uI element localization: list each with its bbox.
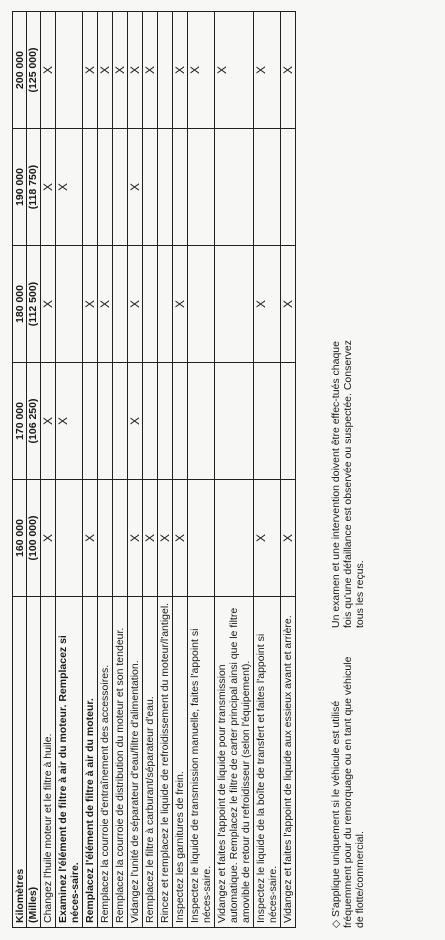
table-row bbox=[83, 12, 98, 928]
interval-mark: X bbox=[173, 246, 188, 363]
interval-mark bbox=[173, 363, 188, 480]
interval-mark: X bbox=[254, 12, 281, 129]
interval-mark: X bbox=[41, 480, 56, 597]
interval-mark bbox=[254, 129, 281, 246]
interval-mark bbox=[158, 246, 173, 363]
maintenance-task: Remplacez la courroie de distribution du moteur et son tendeur. bbox=[113, 597, 128, 928]
table-row bbox=[113, 12, 128, 928]
interval-mark bbox=[83, 363, 98, 480]
interval-mark: X bbox=[143, 480, 158, 597]
maintenance-task: Remplacez la courroie d'entraînement des accessoires. bbox=[98, 597, 113, 928]
table-row bbox=[143, 12, 158, 928]
footnote-inspection: Un examen et une intervention doivent être effec-tués chaque fois qu'une défaillance est observée ou suspectée. Conservez tous les reçus. bbox=[330, 339, 366, 628]
interval-mark bbox=[215, 129, 254, 246]
table-row bbox=[128, 12, 143, 928]
table-row bbox=[158, 12, 173, 928]
interval-header: 200 000 (125 000) bbox=[13, 12, 41, 129]
interval-mark: X bbox=[128, 129, 143, 246]
interval-mark: X bbox=[98, 12, 113, 129]
table-row bbox=[188, 12, 215, 928]
interval-mark bbox=[281, 363, 296, 480]
interval-mark: X bbox=[128, 246, 143, 363]
maintenance-schedule-table bbox=[12, 11, 296, 928]
interval-mark: X bbox=[113, 12, 128, 129]
interval-header: 160 000 (100 000) bbox=[13, 480, 41, 597]
interval-mark bbox=[143, 363, 158, 480]
interval-mark: X bbox=[98, 246, 113, 363]
footnote-towing: ◇ S'applique uniquement si le véhicule est utilisé fréquemment pour du remorquage ou en tant que véhicule de flotte/commercial. bbox=[330, 656, 366, 928]
interval-mark bbox=[158, 129, 173, 246]
interval-mark: X bbox=[281, 12, 296, 129]
interval-mark bbox=[215, 480, 254, 597]
interval-mark bbox=[188, 480, 215, 597]
maintenance-task: Changez l'huile moteur et le filtre à huile. bbox=[41, 597, 56, 928]
interval-mark bbox=[56, 480, 83, 597]
maintenance-task: Inspectez le liquide de la boîte de transfert et faites l'appoint si néces-saire. bbox=[254, 597, 281, 928]
maintenance-task: Vidangez et faites l'appoint de liquide aux essieux avant et arrière. bbox=[281, 597, 296, 928]
schedule-body bbox=[41, 12, 296, 928]
interval-mark bbox=[143, 129, 158, 246]
interval-mark: X bbox=[173, 12, 188, 129]
interval-mark bbox=[188, 129, 215, 246]
interval-mark bbox=[56, 12, 83, 129]
interval-mark bbox=[188, 246, 215, 363]
interval-mark: X bbox=[215, 12, 254, 129]
maintenance-task: Remplacez le filtre à carburant/séparateur d'eau. bbox=[143, 597, 158, 928]
interval-mark bbox=[143, 246, 158, 363]
interval-mark: X bbox=[128, 480, 143, 597]
table-header-row bbox=[13, 12, 41, 928]
interval-mark: X bbox=[254, 246, 281, 363]
interval-mark bbox=[98, 129, 113, 246]
table-row bbox=[56, 12, 83, 928]
table-row bbox=[215, 12, 254, 928]
maintenance-task: Vidangez l'unité de séparateur d'eau/filtre d'alimentation. bbox=[128, 597, 143, 928]
interval-mark: X bbox=[173, 480, 188, 597]
table-row bbox=[173, 12, 188, 928]
interval-mark bbox=[113, 480, 128, 597]
interval-mark: X bbox=[41, 246, 56, 363]
interval-mark bbox=[98, 363, 113, 480]
interval-mark bbox=[158, 363, 173, 480]
interval-mark bbox=[158, 12, 173, 129]
maintenance-task: Examinez l'élément de filtre à air du moteur. Remplacez si néces-saire. bbox=[56, 597, 83, 928]
interval-mark bbox=[83, 129, 98, 246]
miles-label: (Milles) bbox=[26, 597, 39, 927]
interval-mark bbox=[281, 129, 296, 246]
interval-mark: X bbox=[83, 246, 98, 363]
interval-header: 170 000 (106 250) bbox=[13, 363, 41, 480]
interval-mark: X bbox=[188, 12, 215, 129]
interval-mark bbox=[56, 246, 83, 363]
interval-header: 190 000 (118 750) bbox=[13, 129, 41, 246]
interval-mark bbox=[215, 363, 254, 480]
interval-mark: X bbox=[281, 246, 296, 363]
table-row bbox=[281, 12, 296, 928]
maintenance-task: Inspectez le liquide de transmission manuelle, faites l'appoint si néces-saire. bbox=[188, 597, 215, 928]
kilometres-label: Kilomètres bbox=[14, 868, 26, 923]
interval-mark bbox=[113, 363, 128, 480]
maintenance-task: Rincez et remplacez le liquide de refroidissement du moteur/l'antigel. bbox=[158, 597, 173, 928]
interval-mark: X bbox=[254, 480, 281, 597]
interval-header: 180 000 (112 500) bbox=[13, 246, 41, 363]
interval-mark: X bbox=[158, 480, 173, 597]
interval-mark: X bbox=[83, 480, 98, 597]
footnotes bbox=[330, 12, 366, 928]
interval-mark: X bbox=[56, 129, 83, 246]
table-row bbox=[254, 12, 281, 928]
interval-mark bbox=[98, 480, 113, 597]
interval-mark bbox=[188, 363, 215, 480]
interval-mark: X bbox=[128, 12, 143, 129]
interval-mark bbox=[254, 363, 281, 480]
maintenance-task: Inspectez les garnitures de frein. bbox=[173, 597, 188, 928]
interval-mark: X bbox=[128, 363, 143, 480]
distance-label-header bbox=[13, 597, 41, 928]
interval-mark: X bbox=[41, 363, 56, 480]
interval-mark bbox=[173, 129, 188, 246]
table-row bbox=[41, 12, 56, 928]
interval-mark: X bbox=[56, 363, 83, 480]
interval-mark bbox=[113, 246, 128, 363]
interval-mark: X bbox=[41, 12, 56, 129]
interval-mark bbox=[113, 129, 128, 246]
maintenance-task: Vidangez et faites l'appoint de liquide pour transmission automatique. Remplacez le filtre de carter principal ainsi que le filtre amovible de retour du refroidisseur (selon l'équipement). bbox=[215, 597, 254, 928]
interval-mark: X bbox=[83, 12, 98, 129]
table-row bbox=[98, 12, 113, 928]
interval-mark: X bbox=[281, 480, 296, 597]
interval-mark: X bbox=[41, 129, 56, 246]
maintenance-task: Remplacez l'élément de filtre à air du moteur. bbox=[83, 597, 98, 928]
interval-mark: X bbox=[143, 12, 158, 129]
interval-mark bbox=[215, 246, 254, 363]
